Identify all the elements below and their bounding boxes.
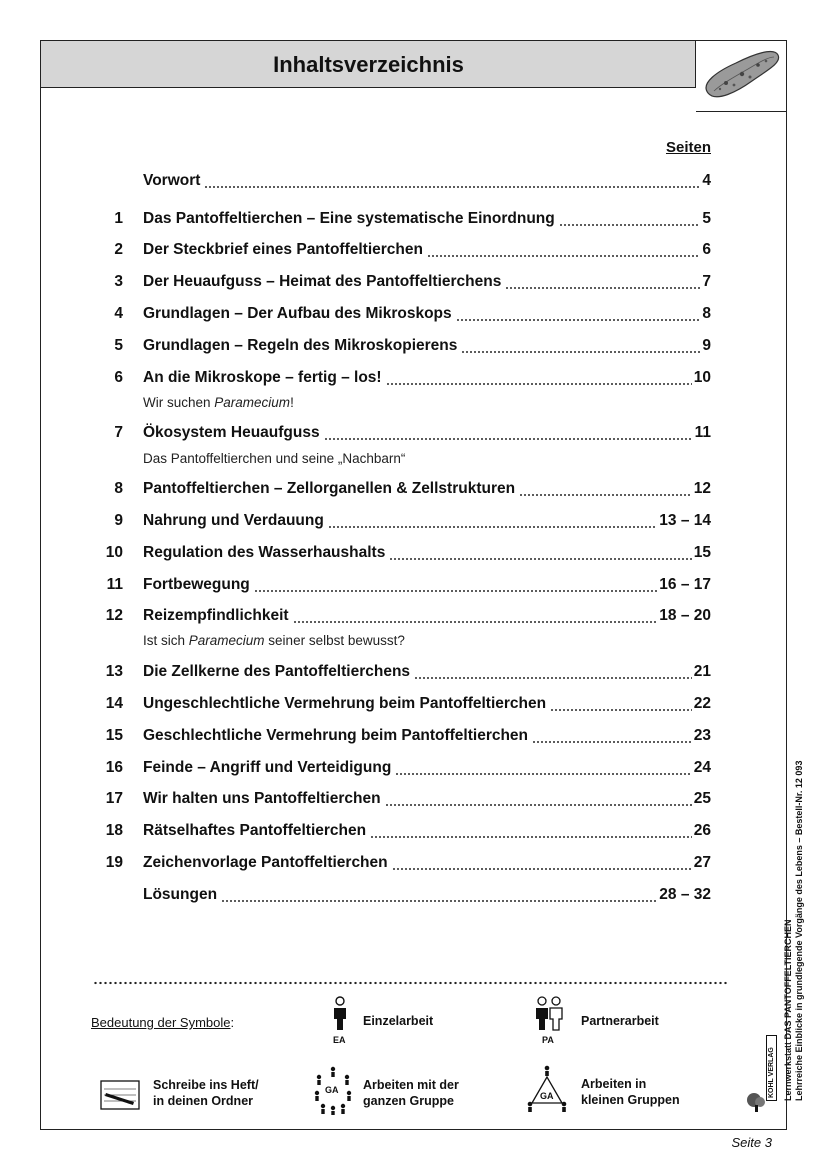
toc-number: 11 <box>106 576 123 593</box>
toc-number: 3 <box>114 273 123 290</box>
toc-entry <box>89 727 711 749</box>
toc-page: 24 <box>693 759 711 776</box>
toc-entry <box>89 663 711 685</box>
toc-page: 18 – 20 <box>659 607 711 624</box>
leader-dots <box>254 589 658 593</box>
toc-number: 1 <box>114 210 123 227</box>
page-number: Seite 3 <box>731 1135 772 1150</box>
toc-title: An die Mikroskope – fertig – los! <box>143 369 382 386</box>
notebook-pen-icon <box>100 1080 140 1110</box>
toc-entry <box>89 480 711 502</box>
toc-entry <box>89 369 711 391</box>
toc-page: 15 <box>693 544 711 561</box>
toc-title: Pantoffeltierchen – Zellorganellen & Zellstrukturen <box>143 480 516 497</box>
toc-entry <box>89 790 711 812</box>
side-line-1: Lernwerkstatt DAS PANTOFFELTIERCHEN <box>783 919 793 1101</box>
toc-title: Regulation des Wasserhaushalts <box>143 544 386 561</box>
toc-page: 11 <box>694 424 711 441</box>
toc-title: Fortbewegung <box>143 576 250 593</box>
toc-subtitle: Ist sich Paramecium seiner selbst bewusst? <box>143 633 405 648</box>
toc-subtitle: Wir suchen Paramecium! <box>143 395 294 410</box>
leader-dots <box>370 835 692 839</box>
toc-number: 15 <box>105 727 123 744</box>
leader-dots <box>392 867 692 871</box>
heft-label: Schreibe ins Heft/ in deinen Ordner <box>153 1078 259 1108</box>
leader-dots <box>221 899 657 903</box>
leader-dots <box>456 318 701 322</box>
toc-page: 4 <box>702 172 711 189</box>
toc-page: 8 <box>702 305 711 322</box>
ea-code: EA <box>333 1035 346 1045</box>
dotted-separator <box>93 981 729 985</box>
leader-dots <box>559 223 701 227</box>
toc-number: 5 <box>114 337 123 354</box>
toc-number: 9 <box>114 512 123 529</box>
ga-code: GA <box>325 1085 339 1095</box>
toc-title: Der Heuaufguss – Heimat des Pantoffeltierchens <box>143 273 502 290</box>
toc-title: Das Pantoffeltierchen – Eine systematische Einordnung <box>143 210 555 227</box>
leader-dots <box>328 525 657 529</box>
leader-dots <box>427 254 700 258</box>
paramecium-illustration <box>696 41 786 112</box>
ea-label: Einzelarbeit <box>363 1014 434 1028</box>
toc-number: 12 <box>105 607 123 624</box>
toc-number: 17 <box>105 790 123 807</box>
toc-entry <box>89 172 711 194</box>
toc-entry <box>89 544 711 566</box>
leader-dots <box>293 620 658 624</box>
toc-title: Geschlechtliche Vermehrung beim Pantoffeltierchen <box>143 727 529 744</box>
toc-subtitle: Das Pantoffeltierchen und seine „Nachbarn“ <box>143 451 406 466</box>
toc-number: 18 <box>105 822 123 839</box>
toc-page: 25 <box>693 790 711 807</box>
side-imprint <box>783 681 823 1101</box>
toc-number: 10 <box>105 544 123 561</box>
toc-page: 23 <box>693 727 711 744</box>
toc-entry <box>89 759 711 781</box>
publisher-logo <box>738 1041 778 1113</box>
toc-page: 16 – 17 <box>659 576 711 593</box>
toc-number: 13 <box>105 663 123 680</box>
toc-page: 12 <box>693 480 711 497</box>
leader-dots <box>204 185 700 189</box>
toc-number: 7 <box>114 424 123 441</box>
toc-title: Ökosystem Heuaufguss <box>143 424 320 441</box>
toc-entry <box>89 273 711 295</box>
toc-page: 9 <box>702 337 711 354</box>
leader-dots <box>550 708 692 712</box>
leader-dots <box>395 772 691 776</box>
toc-number: 8 <box>114 480 123 497</box>
leader-dots <box>385 803 692 807</box>
toc-page: 6 <box>702 241 711 258</box>
toc-title: Vorwort <box>143 172 201 189</box>
leader-dots <box>324 437 693 441</box>
ga-group-label: Arbeiten mit der ganzen Gruppe <box>363 1078 459 1108</box>
toc-entry <box>89 576 711 598</box>
leader-dots <box>461 350 700 354</box>
toc-number: 4 <box>114 305 123 322</box>
page-title: Inhaltsverzeichnis <box>273 52 464 77</box>
toc-entry <box>89 854 711 876</box>
toc-page: 13 – 14 <box>659 512 711 529</box>
toc-title: Nahrung und Verdauung <box>143 512 324 529</box>
leader-dots <box>519 493 692 497</box>
toc-page: 22 <box>693 695 711 712</box>
toc-title: Grundlagen – Regeln des Mikroskopierens <box>143 337 458 354</box>
toc-title: Der Steckbrief eines Pantoffeltierchen <box>143 241 423 258</box>
toc-entry <box>89 305 711 327</box>
toc-page: 10 <box>693 369 711 386</box>
toc-page: 5 <box>702 210 711 227</box>
toc-number: 14 <box>105 695 123 712</box>
toc-title: Die Zellkerne des Pantoffeltierchens <box>143 663 411 680</box>
toc-page: 28 – 32 <box>659 886 711 903</box>
single-person-icon <box>329 996 351 1032</box>
leader-dots <box>414 676 692 680</box>
leader-dots <box>389 557 691 561</box>
toc-page: 26 <box>693 822 711 839</box>
toc-entry <box>89 695 711 717</box>
pa-label: Partnerarbeit <box>581 1014 659 1028</box>
toc-number: 19 <box>105 854 123 871</box>
toc-entry <box>89 210 711 232</box>
toc-title: Reizempfindlichkeit <box>143 607 289 624</box>
toc-page: 7 <box>702 273 711 290</box>
toc-entry <box>89 512 711 534</box>
toc-title: Grundlagen – Der Aufbau des Mikroskops <box>143 305 452 322</box>
ga-small-label: Arbeiten in kleinen Gruppen <box>581 1077 680 1107</box>
leader-dots <box>532 740 692 744</box>
toc-entry <box>89 241 711 263</box>
toc-title: Feinde – Angriff und Verteidigung <box>143 759 392 776</box>
paramecium-icon <box>696 41 784 111</box>
side-line-2: Lehrreiche Einblicke in grundlegende Vorgänge des Lebens – Bestell-Nr. 12 093 <box>794 760 804 1101</box>
toc-entry <box>89 822 711 844</box>
leader-dots <box>386 382 692 386</box>
toc-page: 27 <box>693 854 711 871</box>
publisher-tree-icon <box>744 1091 770 1113</box>
toc-entry <box>89 337 711 359</box>
partner-icon <box>533 996 565 1032</box>
toc-page: 21 <box>693 663 711 680</box>
ga-small-code: GA <box>540 1091 554 1101</box>
toc-title: Rätselhaftes Pantoffeltierchen <box>143 822 367 839</box>
toc-title: Ungeschlechtliche Vermehrung beim Pantoffeltierchen <box>143 695 547 712</box>
leader-dots <box>505 286 700 290</box>
toc-entry <box>89 424 711 446</box>
toc-title: Wir halten uns Pantoffeltierchen <box>143 790 381 807</box>
toc-entry <box>89 607 711 629</box>
small-group-icon <box>526 1065 568 1113</box>
toc-entry <box>89 886 711 908</box>
toc-title: Lösungen <box>143 886 218 903</box>
legend-heading: Bedeutung der Symbole: <box>91 1015 235 1030</box>
pa-code: PA <box>542 1035 554 1045</box>
pages-column-heading: Seiten <box>665 139 711 156</box>
toc-number: 6 <box>114 369 123 386</box>
page-frame <box>40 40 804 1130</box>
toc-title: Zeichenvorlage Pantoffeltierchen <box>143 854 388 871</box>
toc-number: 2 <box>114 241 123 258</box>
title-bar <box>41 41 696 88</box>
toc-number: 16 <box>105 759 123 776</box>
publisher-name: KOHL VERLAG <box>766 1035 777 1101</box>
